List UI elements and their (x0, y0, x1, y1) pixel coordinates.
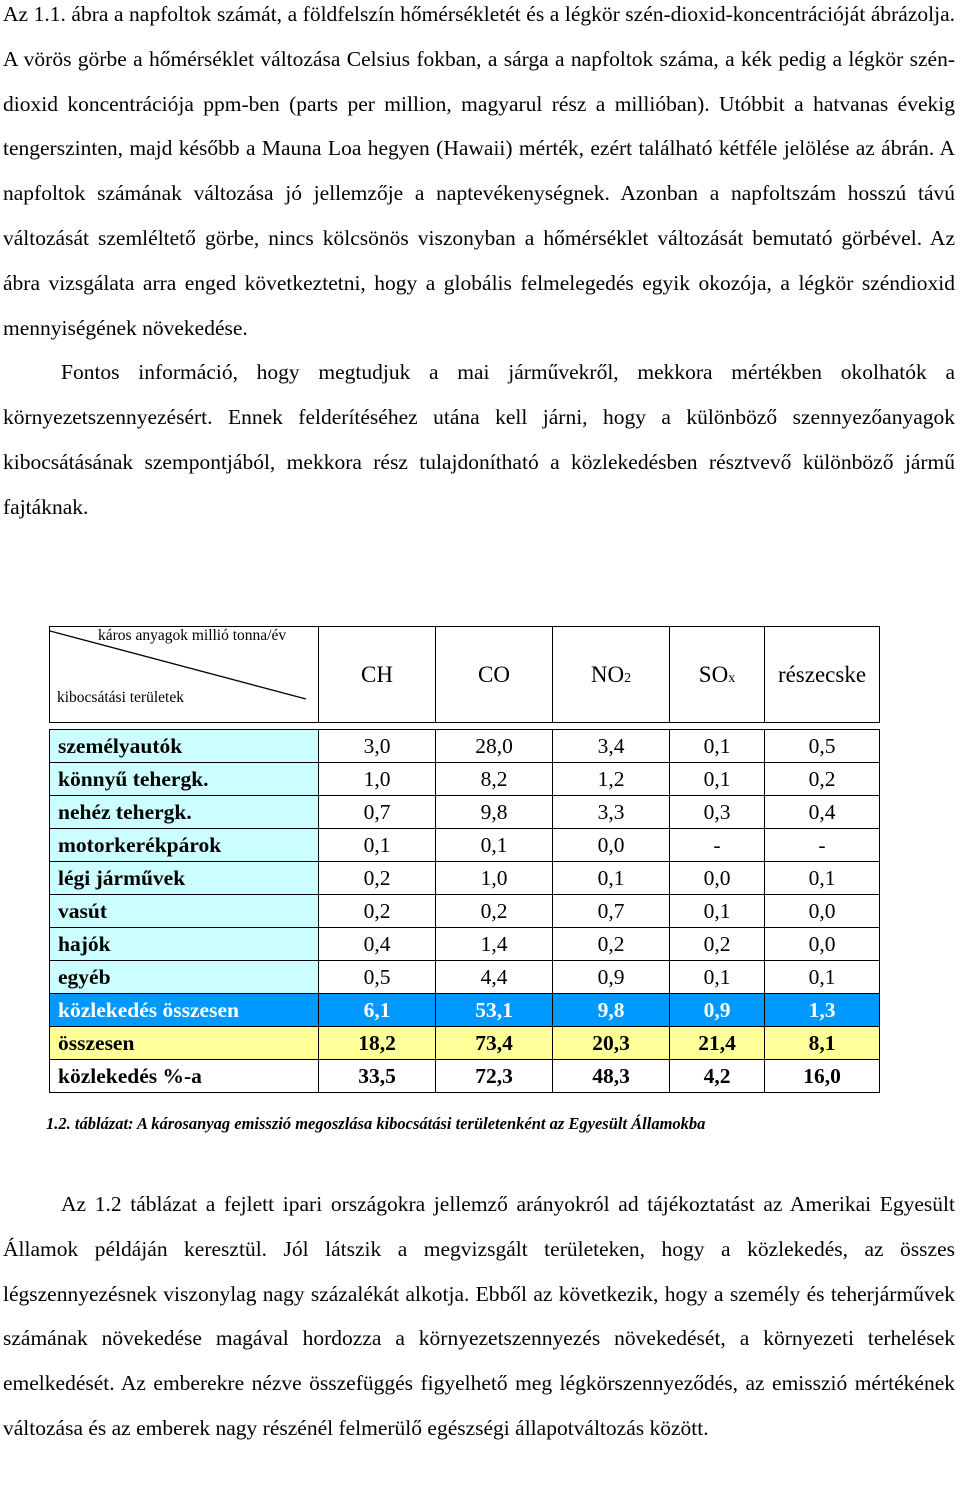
paragraph-figure-description: Az 1.1. ábra a napfoltok számát, a földfelszín hőmérsékletét és a légkör szén-dioxid-koncentrációját ábrázolja. A vörös görbe a hőmérséklet változása Celsius fokban, a sárga a napfoltok száma, a kék pedig a légkör szén-dioxid koncentrációja ppm-ben (parts per million, magyarul rész a millióban). Utóbbit a hatvanas évekig tengerszinten, majd később a Mauna Loa hegyen (Hawaii) mérték, ezért található kétféle jelölése az ábrán. A napfoltok számának változása jó jellemzője a naptevékenységnek. Azonban a napfoltszám hosszú távú változását szemléltető görbe, nincs kölcsönös viszonyban a hőmérséklet változását bemutató görbével. Az ábra vizsgálata arra enged következtetni, hogy a globális felmelegedés egyik okozója, a légkör széndioxid mennyiségének növekedése. (3, 2, 955, 340)
table-cell: 0,2 (670, 928, 765, 961)
table-cell: 0,3 (670, 796, 765, 829)
table-cell: 0,2 (319, 895, 436, 928)
table-row (50, 763, 880, 796)
table-cell: 0,1 (670, 730, 765, 763)
table-cell: 48,3 (553, 1060, 670, 1093)
corner-label-pollutants: káros anyagok millió tonna/év (98, 627, 287, 644)
table-cell: 0,7 (553, 895, 670, 928)
paragraph-table-discussion (3, 1182, 955, 1451)
table-cell: 6,1 (319, 994, 436, 1027)
table-cell: 20,3 (553, 1027, 670, 1060)
table-cell: - (765, 829, 880, 862)
column-header: SOx (670, 627, 765, 723)
table-row (50, 928, 880, 961)
row-label: motorkerékpárok (50, 829, 319, 862)
table-cell: 0,7 (319, 796, 436, 829)
column-header: CH (319, 627, 436, 723)
row-label: nehéz tehergk. (50, 796, 319, 829)
column-header: NO2 (553, 627, 670, 723)
table-cell: 0,0 (553, 829, 670, 862)
table-cell: 3,4 (553, 730, 670, 763)
table-cell: 0,4 (319, 928, 436, 961)
row-label: közlekedés összesen (50, 994, 319, 1027)
column-header: CO (436, 627, 553, 723)
table-cell: 4,4 (436, 961, 553, 994)
row-label: légi járművek (50, 862, 319, 895)
table-row (50, 796, 880, 829)
table-cell: 0,1 (670, 961, 765, 994)
intro-paragraphs (3, 0, 955, 530)
table-cell: 0,1 (670, 895, 765, 928)
table-cell: 0,2 (436, 895, 553, 928)
table-cell: 33,5 (319, 1060, 436, 1093)
paragraph-vehicle-responsibility: Fontos információ, hogy megtudjuk a mai járművekről, mekkora mértékben okolhatók a környezetszennyezésért. Ennek felderítéséhez utána kell járni, hogy a különböző szennyezőanyagok kibocsátásának szempontjából, mekkora rész tulajdonítható a közlekedésben résztvevő különböző jármű fajtáknak. (3, 360, 955, 519)
row-label: egyéb (50, 961, 319, 994)
table-cell: 16,0 (765, 1060, 880, 1093)
table-cell: 53,1 (436, 994, 553, 1027)
table-cell: 0,0 (765, 928, 880, 961)
table-cell: 0,1 (553, 862, 670, 895)
table-cell: 1,3 (765, 994, 880, 1027)
table-row (50, 1060, 880, 1093)
table-spacer-row (50, 723, 880, 730)
table-cell: 3,0 (319, 730, 436, 763)
table-cell: 0,1 (765, 961, 880, 994)
table-cell: 0,5 (319, 961, 436, 994)
row-label: összesen (50, 1027, 319, 1060)
table-header-row (50, 627, 880, 723)
table-cell: 1,0 (436, 862, 553, 895)
table-row (50, 829, 880, 862)
table-caption: 1.2. táblázat: A károsanyag emisszió megoszlása kibocsátási területenként az Egyesült Államokba (46, 1114, 706, 1133)
row-label: könnyű tehergk. (50, 763, 319, 796)
table-cell: 0,4 (765, 796, 880, 829)
table-cell: 0,2 (319, 862, 436, 895)
table-cell: 0,0 (765, 895, 880, 928)
table-cell: - (670, 829, 765, 862)
table-cell: 73,4 (436, 1027, 553, 1060)
row-label: közlekedés %-a (50, 1060, 319, 1093)
row-label: személyautók (50, 730, 319, 763)
table-cell: 0,2 (553, 928, 670, 961)
table-cell: 3,3 (553, 796, 670, 829)
table-cell: 8,2 (436, 763, 553, 796)
table-cell: 9,8 (553, 994, 670, 1027)
emission-table (49, 626, 880, 1093)
table-cell: 0,1 (765, 862, 880, 895)
table-cell: 18,2 (319, 1027, 436, 1060)
row-label: vasút (50, 895, 319, 928)
corner-label-sources: kibocsátási területek (57, 689, 184, 706)
table-cell: 21,4 (670, 1027, 765, 1060)
table-cell: 0,0 (670, 862, 765, 895)
table-cell: 0,2 (765, 763, 880, 796)
table-cell: 28,0 (436, 730, 553, 763)
table-row (50, 961, 880, 994)
paragraph-text: Az 1.2 táblázat a fejlett ipari országokra jellemző arányokról ad tájékoztatást az Amerikai Egyesült Államok példáján keresztül. Jól látszik a megvizsgált területeken, hogy a közlekedés, az összes légszennyezésnek viszonylag nagy százalékát alkotja. Ebből az következik, hogy a személy és teherjárművek számának növekedése magával hordozza a környezetszennyezés növekedését, a környezeti terhelések emelkedését. Az emberekre nézve összefüggés figyelhető meg légkörszennyeződés, az emisszió mértékének változása és az emberek nagy részénél felmerülő egészségi állapotváltozás között. (3, 1192, 955, 1440)
row-label: hajók (50, 928, 319, 961)
table-cell: 1,4 (436, 928, 553, 961)
table-row (50, 895, 880, 928)
table-cell: 0,1 (436, 829, 553, 862)
table-cell: 0,1 (319, 829, 436, 862)
table-row (50, 1027, 880, 1060)
table-cell: 1,0 (319, 763, 436, 796)
table-corner-cell (50, 627, 319, 723)
table-row (50, 994, 880, 1027)
table-cell: 1,2 (553, 763, 670, 796)
table-body (50, 730, 880, 1093)
table-row (50, 862, 880, 895)
table-cell: 0,9 (670, 994, 765, 1027)
table-row (50, 730, 880, 763)
table-cell: 0,1 (670, 763, 765, 796)
table-cell: 4,2 (670, 1060, 765, 1093)
table-cell: 72,3 (436, 1060, 553, 1093)
table-cell: 0,5 (765, 730, 880, 763)
table-cell: 0,9 (553, 961, 670, 994)
table-cell: 9,8 (436, 796, 553, 829)
table-cell: 8,1 (765, 1027, 880, 1060)
column-header: részecske (765, 627, 880, 723)
